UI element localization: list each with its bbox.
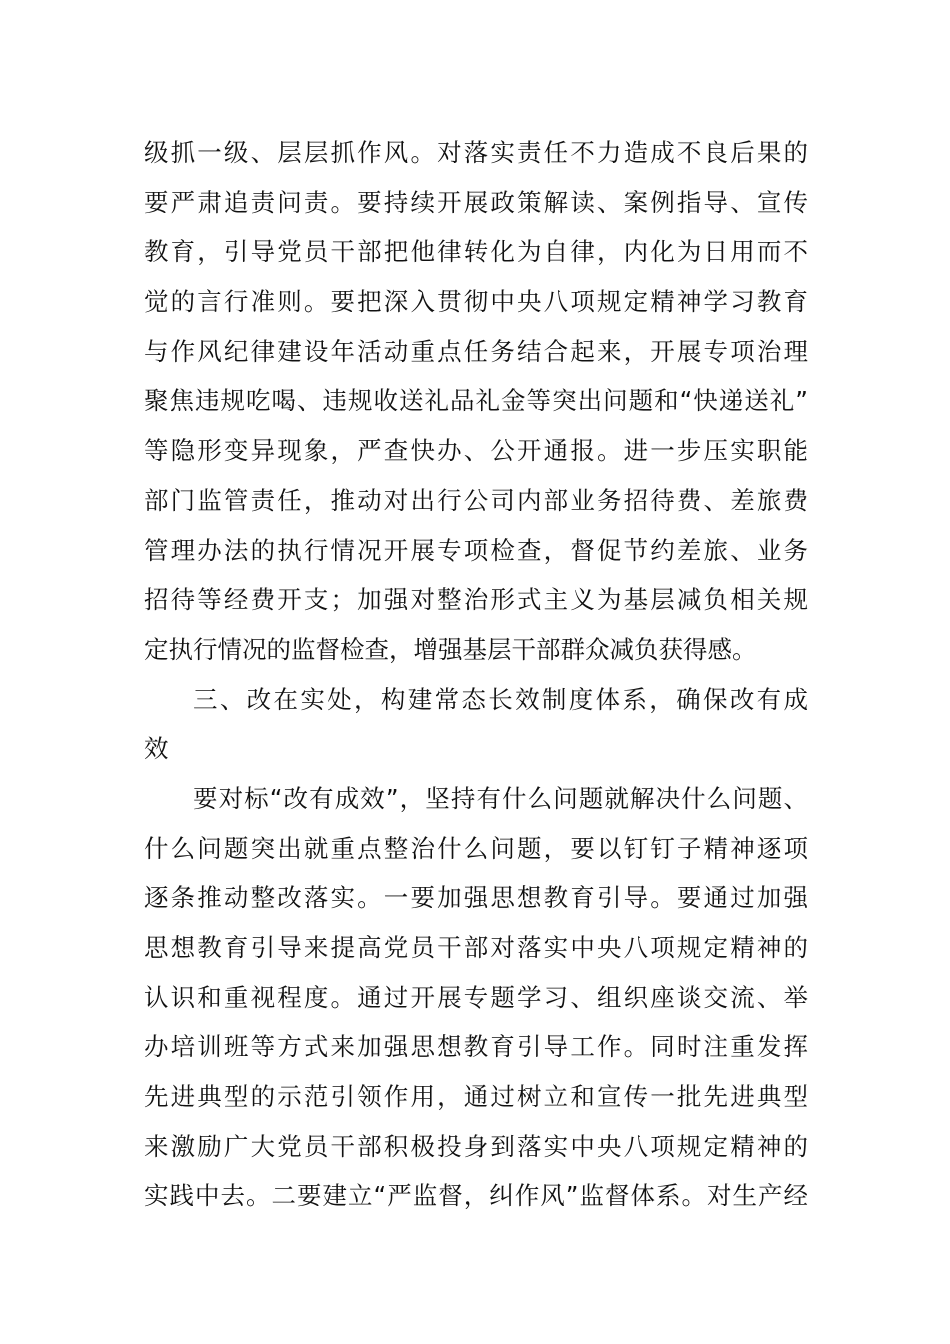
text-line: 教育，引导党员干部把他律转化为自律，内化为日用而不: [144, 237, 808, 267]
text-line: 来激励广大党员干部积极投身到落实中央八项规定精神的: [144, 1131, 808, 1161]
text-line: 招待等经费开支；加强对整治形式主义为基层减负相关规: [144, 585, 808, 615]
text-line: 觉的言行准则。要把深入贯彻中央八项规定精神学习教育: [144, 287, 808, 317]
body-text: [144, 128, 808, 1221]
text-line: 聚焦违规吃喝、违规收送礼品礼金等突出问题和“快递送礼”: [144, 386, 808, 416]
text-line: 实践中去。二要建立“严监督，纠作风”监督体系。对生产经: [144, 1181, 808, 1211]
text-line: 先进典型的示范引领作用，通过树立和宣传一批先进典型: [144, 1082, 808, 1112]
text-line: 要严肃追责问责。要持续开展政策解读、案例指导、宣传: [144, 187, 808, 217]
text-line: 定执行情况的监督检查，增强基层干部群众减负获得感。: [144, 634, 757, 664]
text-line: 等隐形变异现象，严查快办、公开通报。进一步压实职能: [144, 436, 808, 466]
text-line: 思想教育引导来提高党员干部对落实中央八项规定精神的: [144, 933, 808, 962]
text-line: 认识和重视程度。通过开展专题学习、组织座谈交流、举: [144, 982, 808, 1012]
text-line: 部门监管责任，推动对出行公司内部业务招待费、差旅费: [144, 485, 808, 515]
paragraph-2: [144, 774, 808, 1221]
text-line: 办培训班等方式来加强思想教育引导工作。同时注重发挥: [144, 1032, 808, 1062]
text-line: 管理办法的执行情况开展专项检查，督促节约差旅、业务: [144, 535, 808, 565]
heading-line: 效: [144, 734, 169, 764]
text-line: 级抓一级、层层抓作风。对落实责任不力造成不良后果的: [144, 138, 808, 167]
section-heading: [144, 675, 808, 774]
text-line: 要对标“改有成效”，坚持有什么问题就解决什么问题、: [193, 783, 808, 813]
text-line: 与作风纪律建设年活动重点任务结合起来，开展专项治理: [144, 336, 808, 366]
text-line: 逐条推动整改落实。一要加强思想教育引导。要通过加强: [144, 883, 808, 913]
paragraph-1: [144, 128, 808, 675]
heading-line: 三、改在实处，构建常态长效制度体系，确保改有成: [193, 684, 808, 714]
text-line: 什么问题突出就重点整治什么问题，要以钉钉子精神逐项: [144, 833, 808, 863]
